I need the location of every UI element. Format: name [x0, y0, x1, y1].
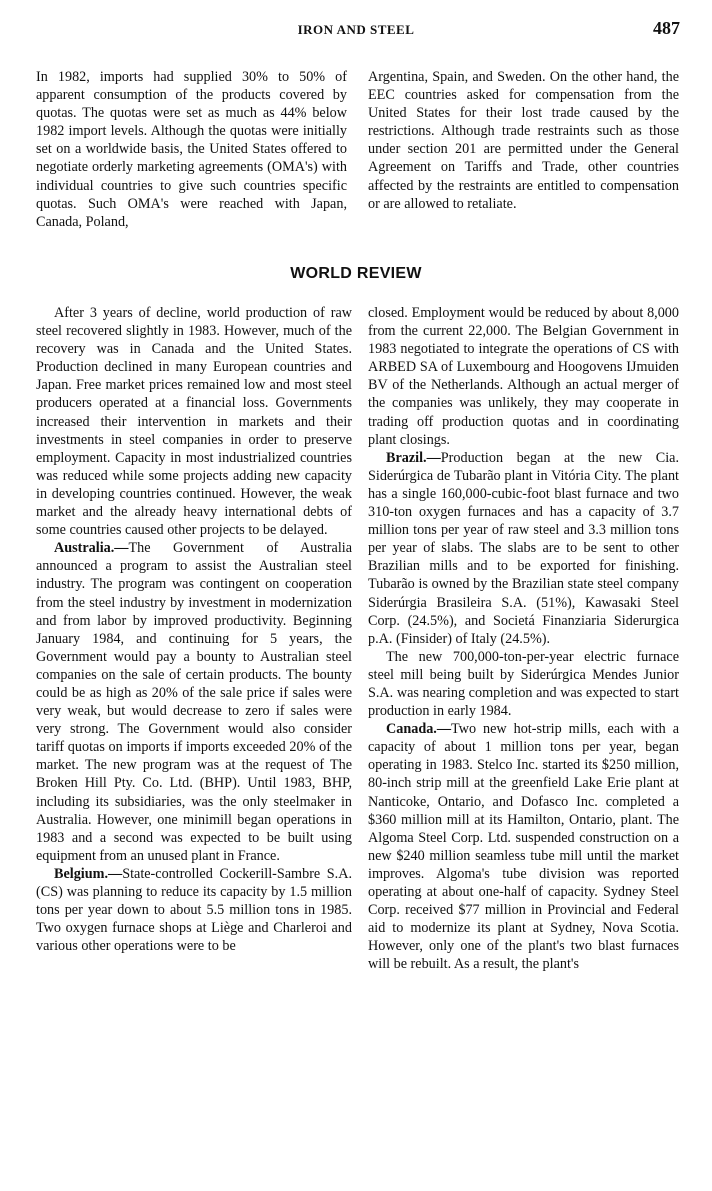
country-heading-canada: Canada.—	[386, 721, 452, 738]
paragraph-text: State-controlled Cockerill-Sambre S.A. (CS) was planning to reduce its capacity by 1.5 million tons per year down to about 5.5 million tons in 1985. Two oxygen furnace shops at Liège and Charleroi and various other operations were to be	[36, 865, 352, 955]
country-heading-australia: Australia.—	[54, 540, 129, 557]
running-head: IRON AND STEEL	[297, 22, 415, 37]
paragraph-text: The Government of Australia announced a program to assist the Australian steel industry. The program was contingent on cooperation from the steel industry by investment in modernization and from labor by improved productivity. Beginning January 1984, and continuing for 5 years, the Government would pay a bounty to Australian steel companies on the sale of certain products. The bounty could be as high as 20% of the sale price if sales were very weak, but would decrease to zero if sales were very strong. The Government would also consider tariff quotas on imports if imports exceeded 20% of the market. The new program was at the request of The Broken Hill Pty. Co. Ltd. (BHP). Until 1983, BHP, including its subsidiaries, was the only steelmaker in Australia. However, one minimill began operations in 1983 and a second was expected to be built using equipment from an unused plant in France.	[36, 540, 352, 864]
paragraph-belgium-cont: closed. Employment would be reduced by about 8,000 from the current 22,000. The Belgian Government in 1983 negotiated to integrate the operations of CS with ARBED SA of Luxembourg and Hoogovens IJmuiden BV of the Netherlands. Although an actual merger of the companies was unlikely, they may cooperate in trading off production quotas and in coordinating plant closings.	[368, 305, 679, 448]
page-header	[0, 18, 712, 42]
right-column	[368, 304, 679, 973]
paragraph-text: Production began at the new Cia. Siderúrgica de Tubarão plant in Vitória City. The plant has a single 160,000-cubic-foot blast furnace and two 310-ton oxygen furnaces and has a capacity of 3.7 million tons per year of raw steel and 3.3 million tons per year of slabs. The slabs are to be sent to other Brazilian mills and to be exported for finishing. Tubarão is owned by the Brazilian state steel company Siderúrgia Brasileira S.A. (51%), Kawasaki Steel Corp. (24.5%), and Societá Finanziaria Siderurgica p.A. (Finsider) of Italy (24.5%).	[368, 449, 679, 647]
paragraph: Argentina, Spain, and Sweden. On the other hand, the EEC countries asked for compensation from the United States for their lost trade caused by the restrictions. Although trade restraints such as those under section 201 are permitted under the General Agreement on Tariffs and Trade, other countries affected by the restraints are entitled to compensation or are allowed to retaliate.	[368, 69, 679, 212]
paragraph-belgium	[36, 865, 352, 955]
paragraph-canada	[368, 720, 679, 973]
paragraph-brazil-2: The new 700,000-ton-per-year electric furnace steel mill being built by Siderúrgica Mendes Junior S.A. was nearing completion and was expected to start production in early 1984.	[368, 648, 679, 720]
paragraph-brazil	[368, 449, 679, 648]
paragraph-australia	[36, 539, 352, 865]
page-number: 487	[653, 18, 680, 38]
country-heading-brazil: Brazil.—	[386, 449, 441, 466]
top-left-column	[36, 68, 347, 231]
left-column	[36, 304, 352, 955]
paragraph-intro: After 3 years of decline, world production of raw steel recovered slightly in 1983. However, much of the recovery was in Canada and the United States. Production declined in many European countries and Japan. Free market prices remained low and most steel producers operated at a financial loss. Governments increased their intervention in markets and their investments in steel companies in order to preserve employment. Capacity in most industrialized countries was reduced while some projects adding new capacity in developing countries continued. However, the weak market and the already heavy international debts of some countries caused other projects to be delayed.	[36, 305, 352, 539]
top-right-column	[368, 68, 679, 213]
paragraph: In 1982, imports had supplied 30% to 50% of apparent consumption of the products covered by quotas. The quotas were set as much as 44% below 1982 import levels. Although the quotas were initially set on a worldwide basis, the United States offered to negotiate orderly marketing agreements (OMA's) with individual countries to give such countries specific quotas. Such OMA's were reached with Japan, Canada, Poland,	[36, 69, 347, 230]
country-heading-belgium: Belgium.—	[54, 865, 123, 882]
paragraph-text: Two new hot-strip mills, each with a capacity of about 1 million tons per year, began operating in 1983. Stelco Inc. started its $250 million, 80-inch strip mill at the greenfield Lake Erie plant at Nanticoke, Ontario, and Dofasco Inc. completed a $360 million mill at its Hamilton, Ontario, plant. The Algoma Steel Corp. Ltd. suspended construction on a new $240 million seamless tube mill until the market improves. Algoma's tube division was reported operating at about one-half of capacity. Sydney Steel Corp. received $77 million in Provincial and Federal aid to modernize its plant at Sydney, Nova Scotia. However, only one of the plant's two blast furnaces will be rebuilt. As a result, the plant's	[368, 721, 679, 973]
section-heading: WORLD REVIEW	[290, 265, 422, 282]
